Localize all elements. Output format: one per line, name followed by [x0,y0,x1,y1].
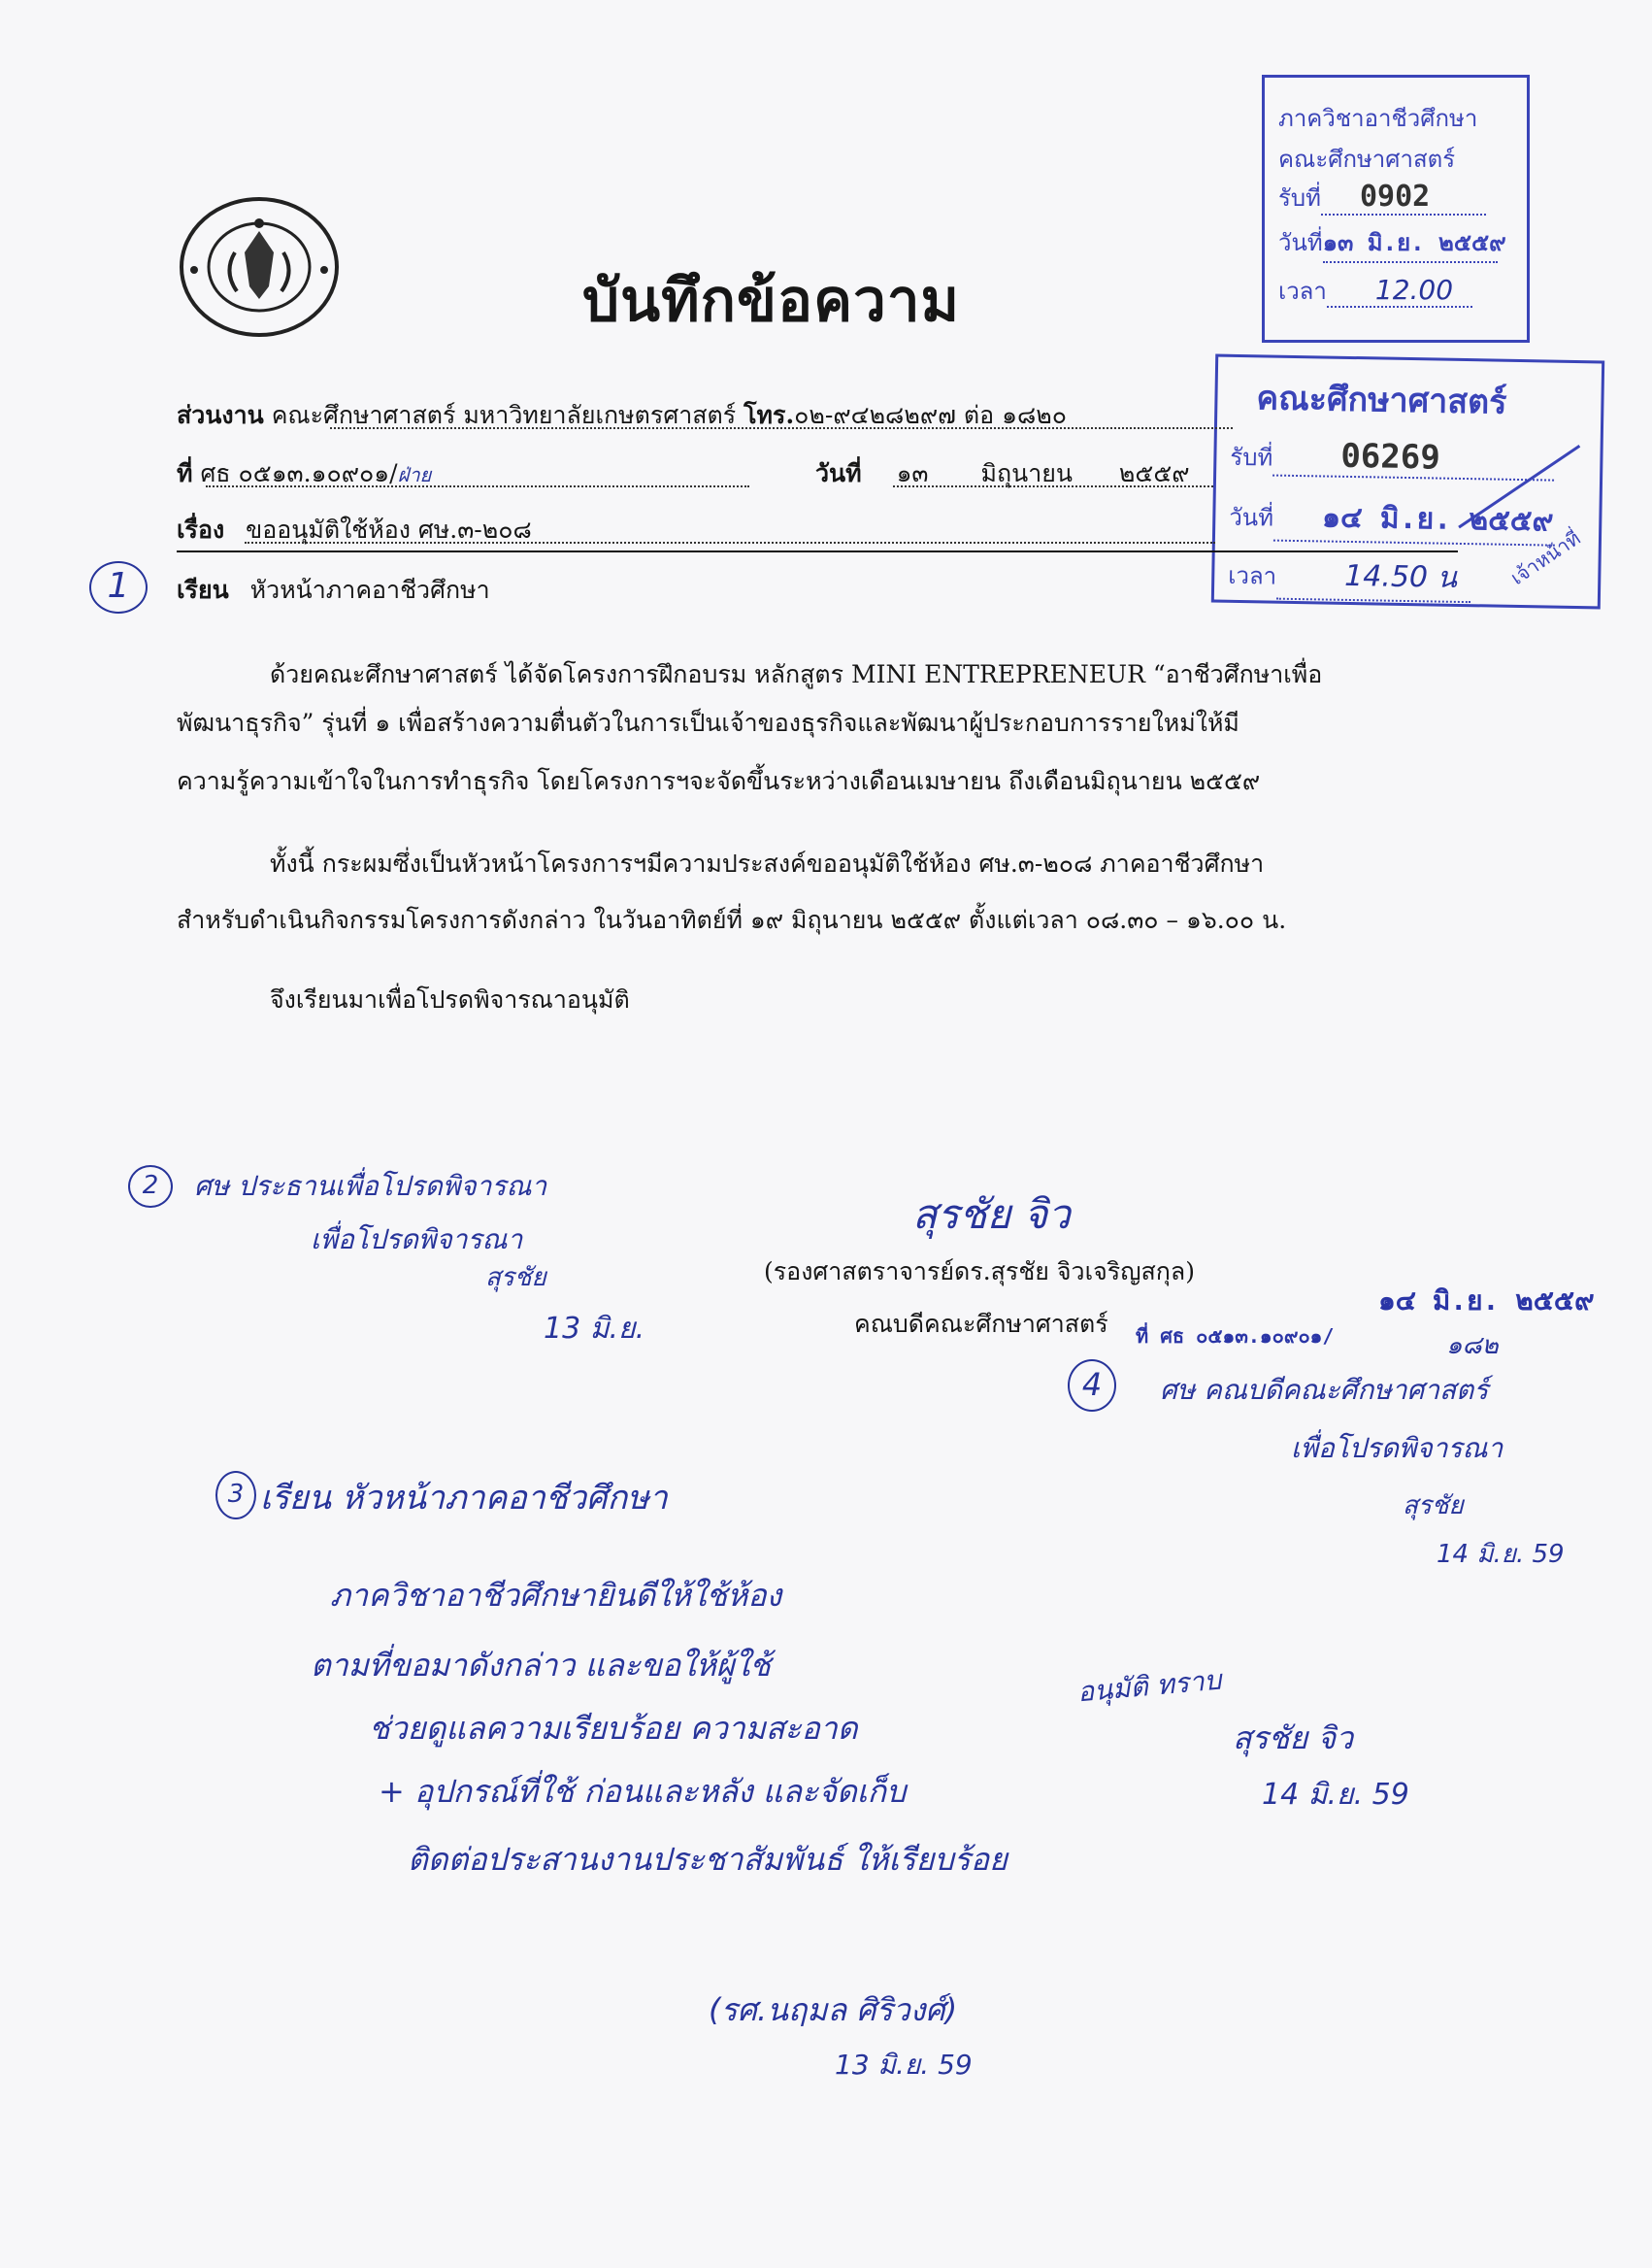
handwritten-mark-3: 3 [215,1471,256,1519]
signer-position: คณบดีคณะศึกษาศาสตร์ [854,1310,1108,1338]
handwritten-mark-4: 4 [1068,1359,1116,1412]
body-line-4: ทั้งนี้ กระผมซึ่งเป็นหัวหน้าโครงการฯมีความประสงค์ขออนุมัติใช้ห้อง ศษ.๓-๒๐๘ ภาคอาชีวศึกษา [270,850,1265,878]
memo-title: บันทึกข้อความ [582,267,961,335]
to-value: หัวหน้าภาคอาชีวศึกษา [249,576,490,604]
dept-receive-stamp [1262,75,1530,343]
dept-stamp-line1: ภาควิชาอาชีวศึกษา [1278,105,1478,132]
faculty-stamp-time-label: เวลา [1228,561,1277,590]
dept-stamp-time: 12.00 [1374,274,1454,306]
date-month: มิถุนายน [980,459,1073,487]
header-rule [177,550,1458,552]
signer-name: (รองศาสตราจารย์ดร.สุรชัย จิวเจริญสกุล) [764,1257,1195,1285]
faculty-stamp-recv-label: รับที่ [1230,443,1273,472]
out-stamp-ref-hand: ๑๘๒ [1446,1331,1499,1360]
university-seal [177,194,342,340]
phone-label: โทร. [743,401,795,429]
note3-line-2: ภาควิชาอาชีวศึกษายินดีให้ใช้ห้อง [330,1577,782,1614]
dept-stamp-recv-label: รับที่ [1278,184,1321,212]
ref-handwritten: ฝ่าย [397,463,432,486]
faculty-stamp-date: ๑๔ มิ.ย. ๒๕๕๙ [1321,500,1554,539]
date-year: ๒๕๕๙ [1118,459,1190,487]
note3-line-4: ช่วยดูแลความเรียบร้อย ความสะอาด [369,1710,858,1747]
dept-stamp-time-label: เวลา [1278,278,1327,305]
dept-stamp-date-label: วันที่ [1278,229,1323,256]
right-signature: สุรชัย จิว [1233,1719,1354,1756]
note3-line-1: เรียน หัวหน้าภาคอาชีวศึกษา [260,1479,668,1518]
note4-line-2: เพื่อโปรดพิจารณา [1291,1432,1503,1464]
note3-line-5: + อุปกรณ์ที่ใช้ ก่อนและหลัง และจัดเก็บ [379,1773,907,1810]
faculty-receive-stamp [1211,354,1604,610]
body-line-2: พัฒนาธุรกิจ” รุ่นที่ ๑ เพื่อสร้างความตื่นตัวในการเป็นเจ้าของธุรกิจและพัฒนาผู้ประกอบการรายใหม่ให้มี [177,709,1239,737]
note3-line-3: ตามที่ขอมาดังกล่าว และขอให้ผู้ใช้ [311,1647,771,1684]
body-line-1: ด้วยคณะศึกษาศาสตร์ ได้จัดโครงการฝึกอบรม หลักสูตร MINI ENTREPRENEUR “อาชีวศึกษาเพื่อ [270,660,1323,688]
subject-value: ขออนุมัติใช้ห้อง ศษ.๓-๒๐๘ [246,516,532,544]
subject-label: เรื่อง [177,516,225,544]
handwritten-mark-1: 1 [89,561,148,614]
subject-dotted-line [245,542,1215,544]
note2-line-4: 13 มิ.ย. [544,1312,645,1346]
out-stamp-date: ๑๔ มิ.ย. ๒๕๕๙ [1378,1284,1595,1317]
ref-dotted-line [206,485,749,487]
faculty-stamp-corner: เจ้าหน้าที่ [1505,525,1585,590]
faculty-stamp-time: 14.50 น [1343,558,1458,595]
body-line-5: สำหรับดำเนินกิจกรรมโครงการดังกล่าว ในวันอาทิตย์ที่ ๑๙ มิถุนายน ๒๕๕๙ ตั้งแต่เวลา ๐๘.๓๐ – ๑๖.๐๐ น. [177,906,1287,934]
body-line-3: ความรู้ความเข้าใจในการทำธุรกิจ โดยโครงการฯจะจัดขึ้นระหว่างเดือนเมษายน ถึงเดือนมิถุนายน ๒๕๕๙ [177,767,1261,795]
handwritten-mark-2: 2 [128,1165,173,1208]
dept-stamp-recv-no: 0902 [1359,180,1431,214]
note2-line-3: สุรชัย [485,1263,546,1292]
faculty-stamp-recv-no: 06269 [1340,436,1441,478]
out-stamp-ref: ที่ ศธ ๐๕๑๓.๑๐๙๐๑/ [1136,1324,1335,1348]
date-label: วันที่ [815,459,862,487]
department-label: ส่วนงาน [177,401,264,429]
note4-line-3: สุรชัย [1403,1491,1464,1520]
faculty-stamp-date-label: วันที่ [1229,503,1274,532]
department-value: คณะศึกษาศาสตร์ มหาวิทยาลัยเกษตรศาสตร์ [271,401,737,429]
note3-date: 13 มิ.ย. 59 [835,2049,973,2081]
ref-label: ที่ [177,459,193,487]
note2-line-2: เพื่อโปรดพิจารณา [311,1223,523,1255]
right-signature-date: 14 มิ.ย. 59 [1262,1778,1409,1812]
main-signature: สุรชัย จิว [912,1190,1071,1238]
approve-note: อนุมัติ ทราบ [1075,1663,1223,1709]
date-dotted-line [893,485,1213,487]
note3-signature: (รศ.นฤมล ศิริวงศ์) [709,1991,958,2028]
faculty-stamp-line1: คณะศึกษาศาสตร์ [1256,379,1507,422]
body-line-6: จึงเรียนมาเพื่อโปรดพิจารณาอนุมัติ [270,985,630,1014]
to-label: เรียน [177,576,229,604]
department-dotted-line [330,427,1233,429]
dept-stamp-date: ๑๓ มิ.ย. ๒๕๕๙ [1322,229,1506,256]
note3-line-6: ติดต่อประสานงานประชาสัมพันธ์ ให้เรียบร้อย [408,1841,1008,1878]
note4-line-1: ศษ คณบดีคณะศึกษาศาสตร์ [1160,1374,1489,1406]
phone-value: ๐๒-๙๔๒๘๒๙๗ ต่อ ๑๘๒๐ [794,401,1067,429]
note4-line-4: 14 มิ.ย. 59 [1437,1540,1565,1569]
dept-stamp-line2: คณะศึกษาศาสตร์ [1278,146,1456,173]
date-day: ๑๓ [896,459,929,487]
ref-value: ศธ ๐๕๑๓.๑๐๙๐๑/ [200,459,398,487]
note2-line-1: ศษ ประธานเพื่อโปรดพิจารณา [194,1170,547,1202]
